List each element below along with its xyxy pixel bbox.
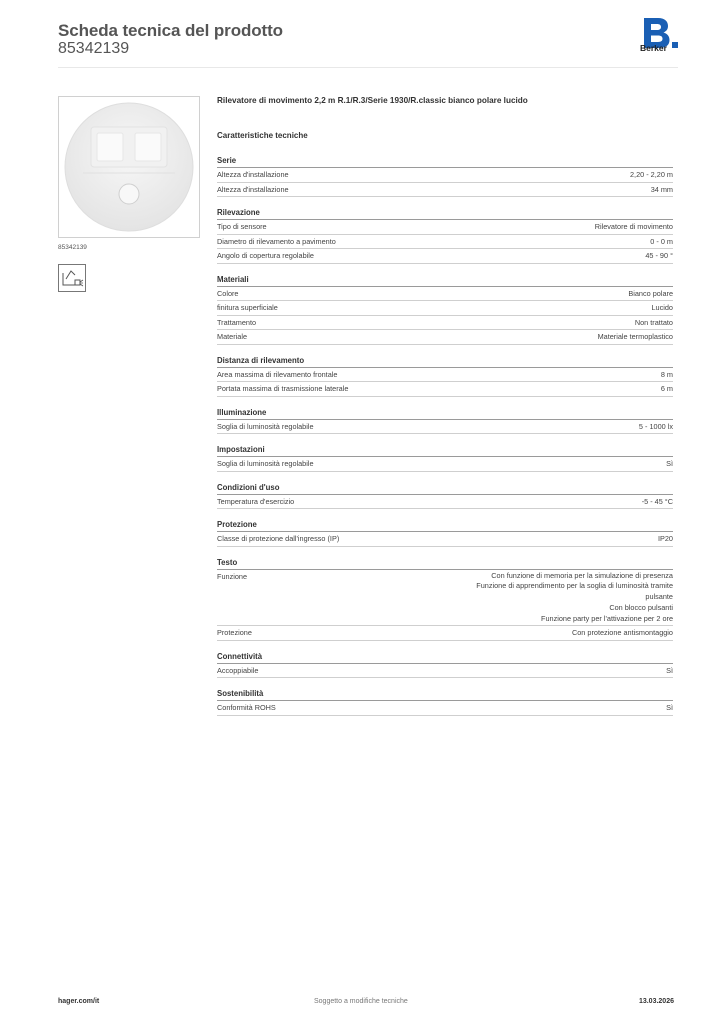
spec-row	[217, 220, 673, 235]
header-divider	[58, 67, 678, 68]
section-title: Impostazioni	[217, 444, 673, 457]
spec-section	[217, 557, 673, 641]
section-title: Materiali	[217, 274, 673, 287]
spec-value-line: 5 - 1000 lx	[638, 421, 673, 431]
spec-label: Trattamento	[217, 317, 257, 327]
spec-section	[217, 355, 673, 397]
spec-value-line: -5 - 45 °C	[641, 496, 673, 506]
spec-value-line: 6 m	[660, 384, 673, 393]
spec-row	[217, 287, 673, 302]
spec-label: Protezione	[217, 628, 252, 638]
spec-label: Colore	[217, 288, 239, 298]
spec-row	[217, 330, 673, 345]
section-title: Rilevazione	[217, 207, 673, 220]
spec-row	[217, 664, 673, 679]
spec-value-line: 8 m	[660, 369, 673, 379]
page-title: Scheda tecnica del prodotto	[58, 21, 283, 40]
spec-row	[217, 626, 673, 641]
section-title: Protezione	[217, 519, 673, 532]
section-title: Serie	[217, 155, 673, 168]
spec-value	[642, 495, 673, 509]
spec-label: Accoppiabile	[217, 665, 259, 675]
spec-value	[635, 316, 673, 330]
spec-value	[630, 168, 673, 182]
spec-value-line: Rilevatore di movimento	[594, 222, 673, 231]
motion-detector-symbol-icon	[58, 264, 86, 292]
spec-label: Soglia di luminosità regolabile	[217, 459, 314, 468]
spec-value-line: 2,20 - 2,20 m	[630, 170, 673, 179]
spec-value	[645, 249, 673, 263]
footer-website: hager.com/it	[58, 998, 100, 1005]
section-title: Condizioni d'uso	[217, 482, 673, 495]
section-title: Illuminazione	[217, 407, 673, 420]
spec-section	[217, 444, 673, 472]
image-caption: 85342139	[58, 244, 87, 251]
spec-row	[217, 382, 673, 397]
spec-value-line: Non trattato	[634, 317, 673, 327]
spec-value-line: Sì	[666, 703, 673, 713]
spec-label: finitura superficiale	[217, 303, 278, 312]
spec-label: Materiale	[217, 332, 248, 341]
spec-label: Area massima di rilevamento frontale	[217, 369, 338, 379]
spec-row	[217, 701, 673, 716]
spec-label: Classe di protezione dall'ingresso (IP)	[217, 534, 340, 543]
spec-value-line: IP20	[657, 534, 673, 543]
spec-value	[476, 570, 673, 626]
spec-row	[217, 301, 673, 316]
spec-section	[217, 274, 673, 345]
section-title: Sostenibilità	[217, 688, 673, 701]
spec-section	[217, 651, 673, 679]
spec-value	[658, 532, 673, 546]
spec-row	[217, 235, 673, 250]
spec-value	[661, 368, 673, 382]
spec-section	[217, 688, 673, 716]
spec-value	[666, 664, 673, 678]
spec-value	[651, 301, 673, 315]
brand-name: Berker	[640, 43, 667, 53]
spec-value	[628, 287, 673, 301]
spec-row	[217, 368, 673, 383]
section-title: Connettività	[217, 651, 673, 664]
spec-value	[661, 382, 673, 396]
spec-label: Altezza d'installazione	[217, 184, 289, 194]
spec-row	[217, 249, 673, 264]
spec-row	[217, 532, 673, 547]
spec-row	[217, 183, 673, 198]
spec-section	[217, 207, 673, 264]
spec-row	[217, 570, 673, 627]
spec-label: Altezza d'installazione	[217, 170, 289, 179]
spec-value-line: 45 - 90 °	[645, 251, 673, 260]
spec-value	[650, 235, 673, 249]
spec-value-line: Materiale termoplastico	[597, 332, 673, 341]
spec-value	[639, 420, 673, 434]
spec-label: Soglia di luminosità regolabile	[217, 421, 314, 431]
footer-date: 13.03.2026	[638, 998, 674, 1005]
spec-value-line: Con protezione antismontaggio	[571, 628, 673, 638]
section-title: Testo	[217, 557, 673, 570]
product-code: 85342139	[58, 40, 130, 57]
spec-value-line: 34 mm	[650, 184, 673, 194]
spec-value-line: Con funzione di memoria per la simulazione di presenza	[491, 570, 673, 580]
spec-value-line: Funzione di apprendimento per la soglia di luminosità tramite	[476, 581, 673, 591]
spec-label: Angolo di copertura regolabile	[217, 251, 314, 260]
spec-label: Conformità ROHS	[217, 703, 276, 713]
product-image	[58, 96, 200, 238]
spec-row	[217, 168, 673, 183]
spec-value-line: Con blocco pulsanti	[609, 602, 673, 612]
spec-section	[217, 482, 673, 510]
spec-row	[217, 316, 673, 331]
spec-value-line: Bianco polare	[628, 288, 673, 298]
spec-value-line: Sì	[666, 459, 673, 468]
spec-label: Diametro di rilevamento a pavimento	[217, 236, 336, 246]
spec-value	[651, 183, 673, 197]
technical-features-heading: Caratteristiche tecniche	[217, 131, 308, 140]
spec-value-line: 0 - 0 m	[650, 236, 673, 246]
spec-label: Portata massima di trasmissione laterale	[217, 384, 349, 393]
spec-row	[217, 420, 673, 435]
footer-note: Soggetto a modifiche tecniche	[314, 998, 408, 1005]
spec-value	[666, 701, 673, 715]
spec-value-line: Lucido	[651, 303, 673, 312]
spec-sections	[217, 155, 673, 726]
section-title: Distanza di rilevamento	[217, 355, 673, 368]
spec-value	[595, 220, 673, 234]
spec-row	[217, 495, 673, 510]
product-title: Rilevatore di movimento 2,2 m R.1/R.3/Serie 1930/R.classic bianco polare lucido	[217, 96, 528, 105]
spec-row	[217, 457, 673, 472]
spec-value	[666, 457, 673, 471]
spec-section	[217, 519, 673, 547]
spec-value	[598, 330, 673, 344]
spec-value	[572, 626, 673, 640]
spec-label: Funzione	[217, 571, 248, 581]
spec-value-line: pulsante	[645, 592, 673, 602]
spec-section	[217, 155, 673, 197]
spec-section	[217, 407, 673, 435]
spec-value-line: Funzione party per l'attivazione per 2 ore	[541, 613, 673, 623]
spec-label: Temperatura d'esercizio	[217, 496, 295, 506]
spec-value-line: Sì	[666, 665, 673, 675]
spec-label: Tipo di sensore	[217, 222, 267, 231]
